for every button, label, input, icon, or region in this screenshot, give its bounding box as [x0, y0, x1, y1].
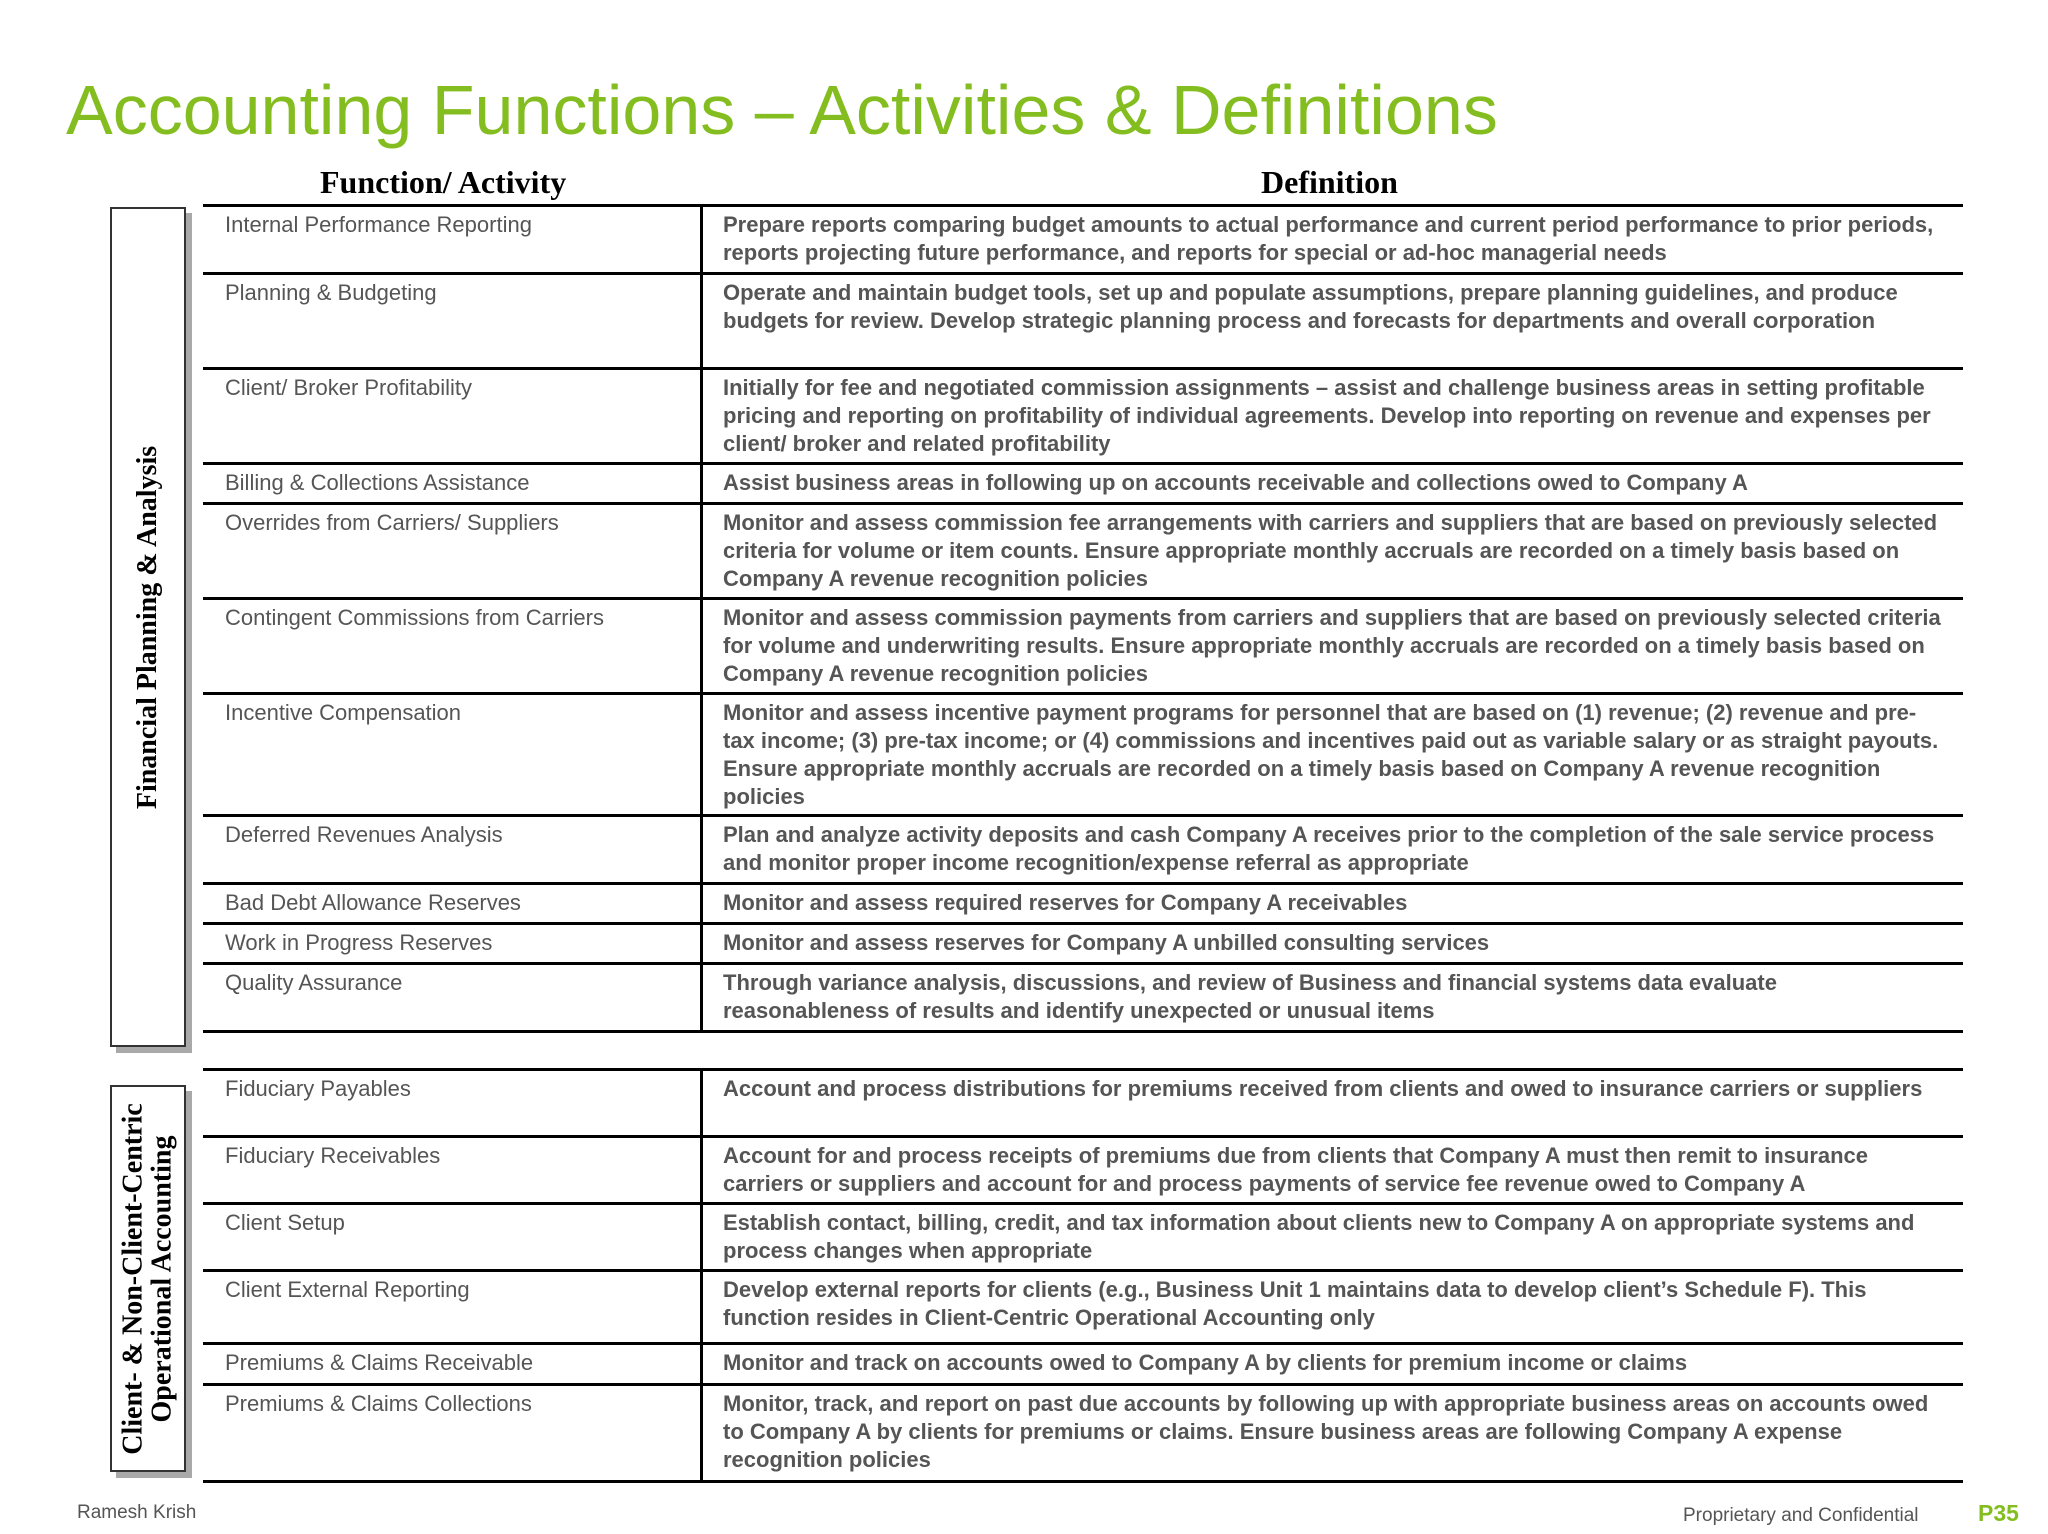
page-number: P35 [1978, 1500, 2019, 1526]
definition-cell: Monitor and assess commission payments from carriers and suppliers that are based on previously selected criteria for volume and underwriting results. Ensure appropriate monthly accruals are recorded on a timely basis based on Company A revenue recognition policies [723, 605, 1941, 686]
definition-cell: Monitor, track, and report on past due accounts by following up with appropriate business areas on accounts owed to Company A by clients for premiums or claims. Ensure business areas are following Company A expense recognition policies [723, 1391, 1929, 1472]
section-label-line: Client- & Non-Client-Centric [118, 1102, 150, 1455]
table-row [203, 817, 1963, 885]
table-row [203, 370, 1963, 465]
section-label-financial-planning [110, 207, 186, 1047]
function-cell: Bad Debt Allowance Reserves [203, 885, 703, 922]
table-row [203, 925, 1963, 965]
function-cell: Billing & Collections Assistance [203, 465, 703, 502]
table-row [203, 505, 1963, 600]
function-cell: Client External Reporting [203, 1272, 703, 1342]
function-cell: Premiums & Claims Collections [203, 1386, 703, 1480]
section-label-operational-accounting [110, 1085, 186, 1472]
function-cell: Fiduciary Payables [203, 1071, 703, 1135]
function-cell: Client Setup [203, 1205, 703, 1269]
table-row [203, 275, 1963, 370]
function-cell: Internal Performance Reporting [203, 207, 703, 272]
table-row [203, 207, 1963, 275]
function-cell: Work in Progress Reserves [203, 925, 703, 962]
section-label-line: Operational Accounting [147, 1134, 179, 1423]
definition-cell: Account and process distributions for premiums received from clients and owed to insurance carriers or suppliers [723, 1076, 1923, 1101]
definition-cell: Monitor and assess required reserves for Company A receivables [723, 890, 1408, 915]
definition-cell: Monitor and assess reserves for Company A unbilled consulting services [723, 930, 1490, 955]
activities-table-financial-planning [203, 204, 1963, 1033]
function-cell: Overrides from Carriers/ Suppliers [203, 505, 703, 597]
table-row [203, 965, 1963, 1033]
table-row [203, 1272, 1963, 1345]
definition-cell: Plan and analyze activity deposits and cash Company A receives prior to the completion of the sale service process and monitor proper income recognition/expense referral as appropriate [723, 822, 1935, 875]
function-cell: Fiduciary Receivables [203, 1138, 703, 1202]
activities-table-operational-accounting [203, 1068, 1963, 1483]
section-label-text [119, 1103, 177, 1454]
page-title: Accounting Functions – Activities & Definitions [66, 71, 1498, 149]
table-row [203, 1386, 1963, 1483]
definition-cell: Establish contact, billing, credit, and tax information about clients new to Company A on appropriate systems and process changes when appropriate [723, 1210, 1915, 1263]
function-cell: Quality Assurance [203, 965, 703, 1030]
definition-cell: Operate and maintain budget tools, set up and populate assumptions, prepare planning guidelines, and produce budgets for review. Develop strategic planning process and forecasts for departments and overall corporation [723, 280, 1898, 333]
table-row [203, 1071, 1963, 1138]
table-row [203, 885, 1963, 925]
function-column-header: Function/ Activity [320, 164, 567, 200]
footer-confidential: Proprietary and Confidential [1683, 1505, 1919, 1526]
table-row [203, 600, 1963, 695]
definition-cell: Account for and process receipts of premiums due from clients that Company A must then remit to insurance carriers or suppliers and account for and process payments of service fee revenue owed to Company A [723, 1143, 1869, 1196]
definition-cell: Monitor and assess commission fee arrangements with carriers and suppliers that are based on previously selected criteria for volume or item counts. Ensure appropriate monthly accruals are recorded on a timely basis based on Company A revenue recognition policies [723, 510, 1938, 591]
definition-cell: Develop external reports for clients (e.g., Business Unit 1 maintains data to develop client’s Schedule F). This function resides in Client-Centric Operational Accounting only [723, 1277, 1867, 1330]
definition-cell: Monitor and track on accounts owed to Company A by clients for premium income or claims [723, 1350, 1688, 1375]
table-row [203, 465, 1963, 505]
definition-cell: Initially for fee and negotiated commission assignments – assist and challenge business areas in setting profitable pricing and reporting on profitability of individual agreements. Develop into reporting on revenue and expenses per client/ broker and related profitability [723, 375, 1931, 456]
function-cell: Client/ Broker Profitability [203, 370, 703, 462]
footer-author: Ramesh Krish [77, 1502, 197, 1523]
function-cell: Incentive Compensation [203, 695, 703, 814]
table-row [203, 1138, 1963, 1205]
function-cell: Planning & Budgeting [203, 275, 703, 367]
definition-column-header: Definition [1261, 164, 1398, 200]
function-cell: Deferred Revenues Analysis [203, 817, 703, 882]
definition-cell: Prepare reports comparing budget amounts to actual performance and current period performance to prior periods, reports projecting future performance, and reports for special or ad-hoc managerial needs [723, 212, 1934, 265]
definition-cell: Through variance analysis, discussions, and review of Business and financial systems data evaluate reasonableness of results and identify unexpected or unusual items [723, 970, 1777, 1023]
function-cell: Contingent Commissions from Carriers [203, 600, 703, 692]
table-row [203, 1345, 1963, 1386]
table-row [203, 695, 1963, 817]
definition-cell: Monitor and assess incentive payment programs for personnel that are based on (1) revenue; (2) revenue and pre-tax income; (3) pre-tax income; or (4) commissions and incentives paid out as variable salary or as straight payouts. Ensure appropriate monthly accruals are recorded on a timely basis based on Company A revenue recognition policies [723, 700, 1939, 809]
section-label-text: Financial Planning & Analysis [132, 445, 164, 809]
table-row [203, 1205, 1963, 1272]
definition-cell: Assist business areas in following up on accounts receivable and collections owed to Company A [723, 470, 1748, 495]
function-cell: Premiums & Claims Receivable [203, 1345, 703, 1383]
